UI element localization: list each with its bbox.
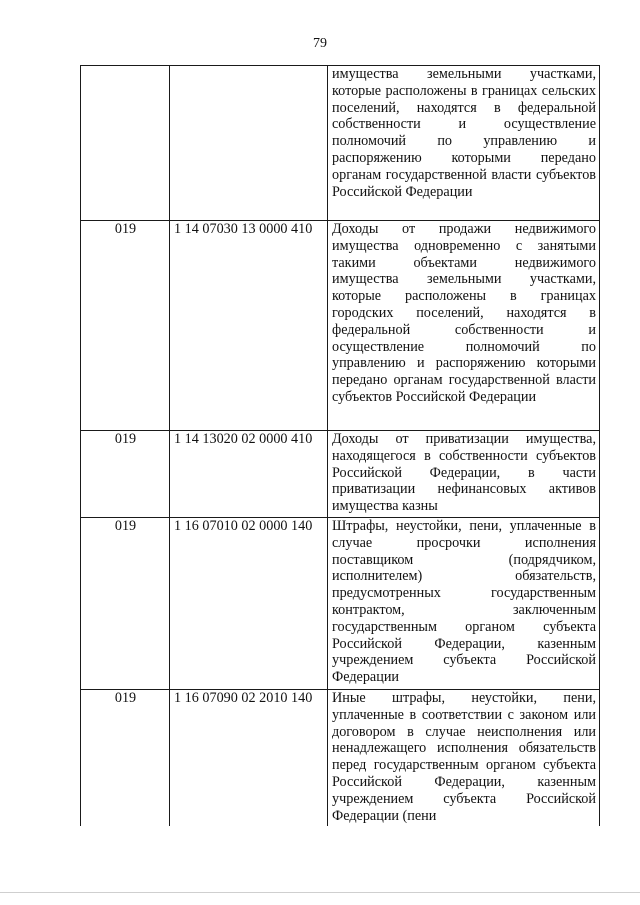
table-row <box>81 690 600 826</box>
admin-code-cell: 019 <box>81 431 170 518</box>
admin-code-cell <box>81 66 170 221</box>
kbk-code-cell: 1 14 13020 02 0000 410 <box>170 431 328 518</box>
admin-code-cell: 019 <box>81 221 170 431</box>
revenue-classification-table <box>80 65 600 826</box>
admin-code-cell: 019 <box>81 690 170 826</box>
table-row <box>81 66 600 221</box>
kbk-code-cell: 1 16 07010 02 0000 140 <box>170 518 328 690</box>
description-cell: Иные штрафы, неустойки, пени, уплаченные в соответствии с законом или договором в случае неисполнения или ненадлежащего исполнения обязательств перед государственным органом субъекта Российской Федерации, казенным учреждением субъекта Российской Федерации (пени <box>328 690 600 826</box>
table-row <box>81 431 600 518</box>
kbk-code-cell: 1 16 07090 02 2010 140 <box>170 690 328 826</box>
description-cell: Доходы от продажи недвижимого имущества одновременно с занятыми такими объектами недвижимого имущества земельными участками, которые расположены в границах городских поселений, находятся в федеральной собственности и осуществление полномочий по управлению и распоряжению которыми передано органам государственной власти субъектов Российской Федерации <box>328 221 600 431</box>
page-bottom-rule <box>0 892 640 893</box>
description-cell: Доходы от приватизации имущества, находящегося в собственности субъектов Российской Федерации, в части приватизации нефинансовых активов имущества казны <box>328 431 600 518</box>
table-row <box>81 518 600 690</box>
kbk-code-cell: 1 14 07030 13 0000 410 <box>170 221 328 431</box>
description-cell: имущества земельными участками, которые расположены в границах сельских поселений, находятся в федеральной собственности и осуществление полномочий по управлению и распоряжению которыми передано органам государственной власти субъектов Российской Федерации <box>328 66 600 221</box>
page-number: 79 <box>313 36 327 51</box>
description-cell: Штрафы, неустойки, пени, уплаченные в случае просрочки исполнения поставщиком (подрядчиком, исполнителем) обязательств, предусмотренных государственным контрактом, заключенным государственным органом субъекта Российской Федерации, казенным учреждением субъекта Российской Федерации <box>328 518 600 690</box>
admin-code-cell: 019 <box>81 518 170 690</box>
table-row <box>81 221 600 431</box>
kbk-code-cell <box>170 66 328 221</box>
